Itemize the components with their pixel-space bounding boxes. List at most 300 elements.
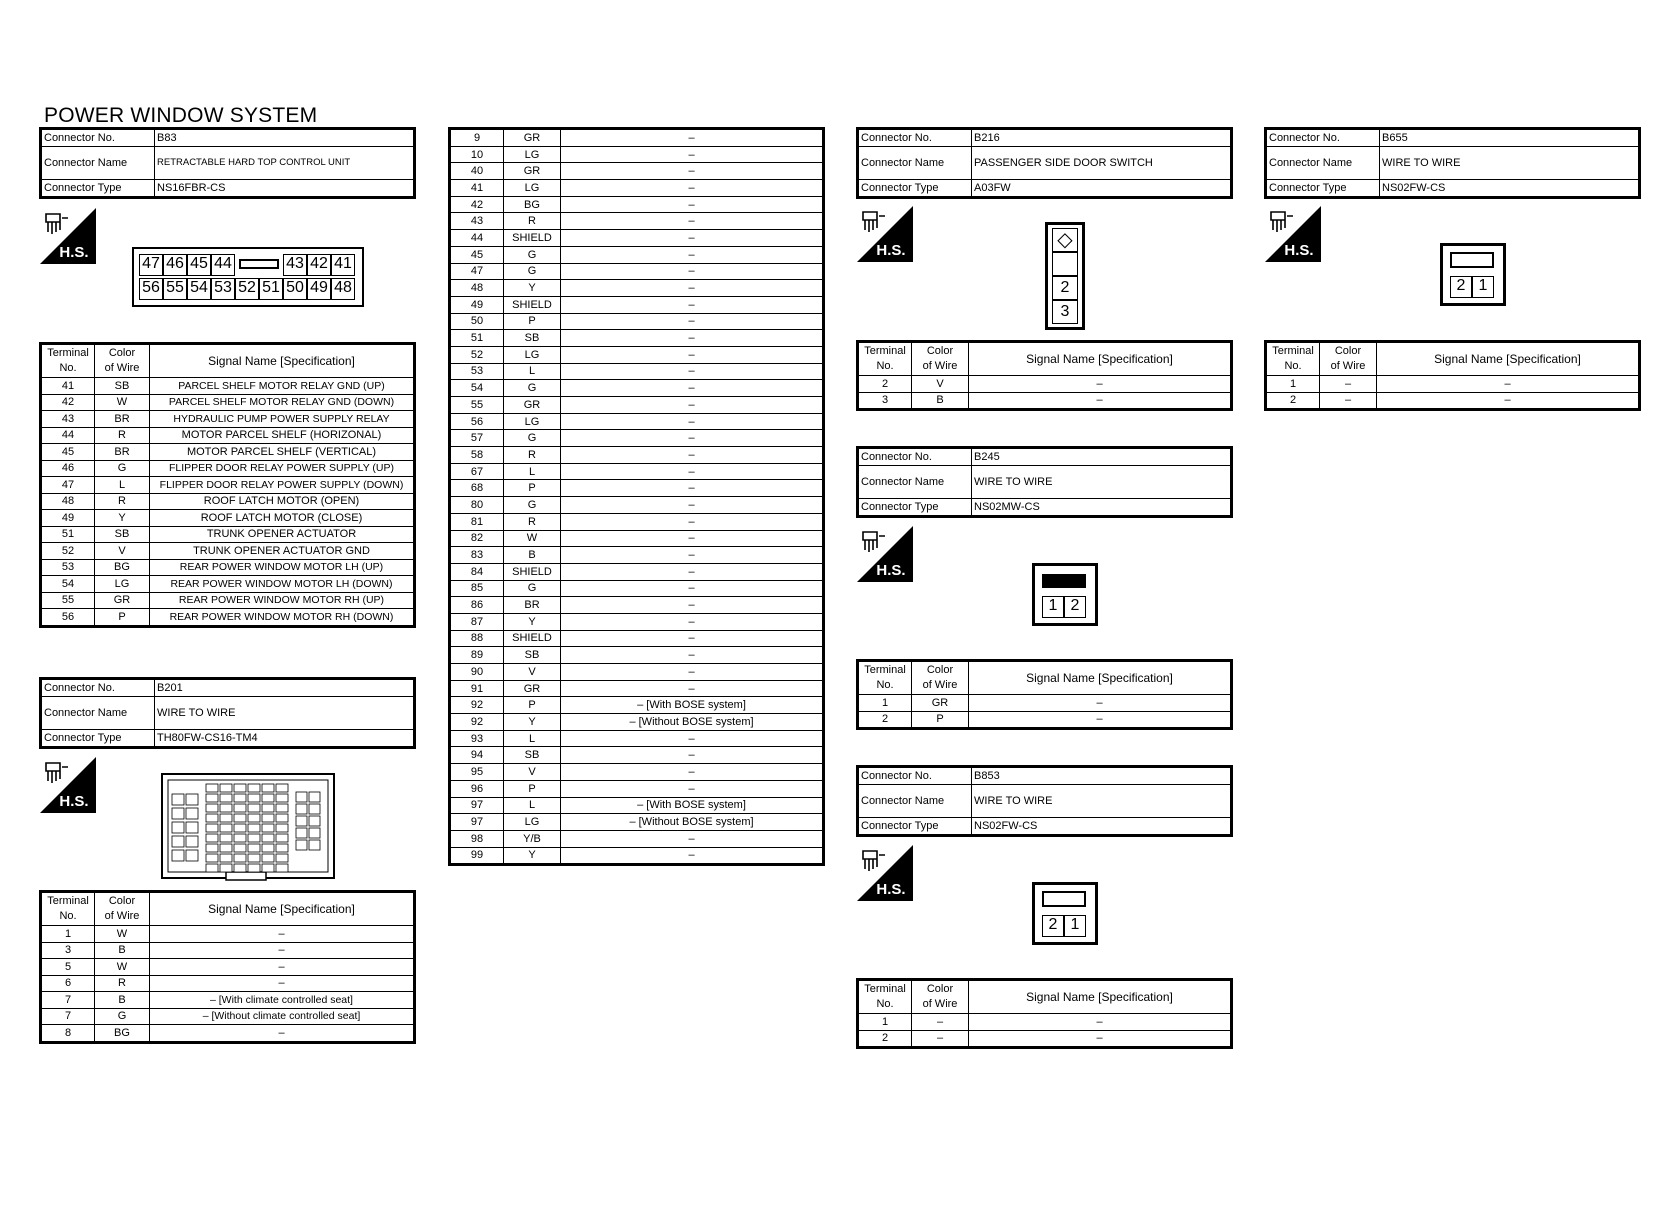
signal-name: FLIPPER DOOR RELAY POWER SUPPLY (DOWN)	[150, 477, 415, 494]
signal-name: –	[561, 830, 824, 847]
signal-name: –	[561, 563, 824, 580]
b201-cavity	[220, 844, 232, 852]
terminal-row	[858, 711, 1232, 729]
signal-name: MOTOR PARCEL SHELF (VERTICAL)	[150, 444, 415, 461]
b83-pin: 56	[139, 278, 163, 300]
b83-pin: 43	[283, 254, 307, 276]
terminal-no: 47	[450, 263, 504, 280]
wire-color: P	[504, 697, 561, 714]
terminal-no: 42	[450, 196, 504, 213]
signal-name: –	[561, 747, 824, 764]
b245-connector-type: NS02MW-CS	[972, 499, 1232, 517]
hs-badge-text: H.S.	[59, 244, 89, 261]
terminal-no: 7	[41, 1008, 95, 1025]
b201-cavity	[248, 844, 260, 852]
wire-color: BR	[95, 444, 150, 461]
terminal-row	[858, 695, 1232, 712]
signal-name-header: Signal Name [Specification]	[150, 892, 415, 926]
b201-cavity	[248, 784, 260, 792]
b245-latch	[1042, 574, 1086, 588]
harness-side-icon	[1265, 206, 1321, 262]
terminal-row	[450, 664, 824, 681]
connector-type-label: Connector Type	[858, 180, 972, 198]
terminal-no: 54	[41, 576, 95, 593]
color-of-wire-header: Color of Wire	[912, 342, 969, 376]
wire-color: L	[504, 363, 561, 380]
b201-cavity	[309, 792, 320, 802]
wire-color: GR	[504, 163, 561, 180]
b201-cavity	[296, 792, 307, 802]
terminal-row	[450, 814, 824, 831]
terminal-row	[1266, 392, 1640, 410]
wire-color: LG	[504, 814, 561, 831]
b83-pin: 49	[307, 278, 331, 300]
wire-color: W	[95, 959, 150, 976]
signal-name: –	[561, 430, 824, 447]
terminal-no: 41	[450, 180, 504, 197]
terminal-row	[41, 526, 415, 543]
b201-cavity	[206, 864, 218, 872]
b201-cavity	[220, 804, 232, 812]
b216-pin: 2	[1052, 276, 1078, 300]
b83-latch-slot	[235, 254, 283, 276]
terminal-row	[450, 764, 824, 781]
b201-cavity	[220, 784, 232, 792]
terminal-row	[41, 378, 415, 395]
terminal-row	[41, 942, 415, 959]
terminal-row	[450, 330, 824, 347]
terminal-row	[450, 480, 824, 497]
b201-cavity	[296, 804, 307, 814]
terminal-row	[450, 680, 824, 697]
b201-cavity	[296, 828, 307, 838]
b201-cavity	[234, 824, 246, 832]
signal-name: –	[561, 246, 824, 263]
b216-connector-header	[856, 127, 1233, 199]
signal-name: – [Without climate controlled seat]	[150, 1008, 415, 1025]
terminal-no: 2	[858, 711, 912, 729]
wire-color: G	[95, 460, 150, 477]
signal-name: –	[150, 959, 415, 976]
b245-pin: 1	[1042, 596, 1064, 618]
signal-name: REAR POWER WINDOW MOTOR RH (DOWN)	[150, 609, 415, 627]
connector-name-label: Connector Name	[1266, 147, 1380, 180]
signal-name: –	[969, 1014, 1232, 1031]
terminal-row	[450, 580, 824, 597]
harness-side-icon	[857, 206, 913, 262]
terminal-no: 56	[41, 609, 95, 627]
signal-name: –	[561, 296, 824, 313]
color-of-wire-header: Color of Wire	[95, 344, 150, 378]
signal-name: – [Without BOSE system]	[561, 814, 824, 831]
wire-color: SHIELD	[504, 630, 561, 647]
wire-color: P	[912, 711, 969, 729]
terminal-no: 81	[450, 513, 504, 530]
terminal-row	[450, 597, 824, 614]
signal-name: HYDRAULIC PUMP POWER SUPPLY RELAY	[150, 411, 415, 428]
b201-connector-type: TH80FW-CS16-TM4	[155, 730, 415, 748]
b201-cavity	[248, 854, 260, 862]
color-of-wire-header: Color of Wire	[95, 892, 150, 926]
terminal-no: 85	[450, 580, 504, 597]
b245-connector-no: B245	[972, 448, 1232, 466]
b201-cavity	[262, 834, 274, 842]
terminal-row	[450, 397, 824, 414]
terminal-row	[41, 926, 415, 943]
signal-name: –	[561, 313, 824, 330]
wire-color: SHIELD	[504, 563, 561, 580]
harness-side-icon	[857, 845, 913, 901]
wire-color: R	[95, 427, 150, 444]
b83-pin: 52	[235, 278, 259, 300]
wire-color: G	[95, 1008, 150, 1025]
terminal-row	[858, 1014, 1232, 1031]
terminal-row	[41, 592, 415, 609]
terminal-no: 52	[450, 346, 504, 363]
terminal-row	[450, 313, 824, 330]
connector-no-label: Connector No.	[1266, 129, 1380, 147]
b201-connector-no: B201	[155, 679, 415, 697]
signal-name-header: Signal Name [Specification]	[150, 344, 415, 378]
signal-name: –	[561, 580, 824, 597]
b201-cavity	[206, 824, 218, 832]
connector-type-label: Connector Type	[41, 730, 155, 748]
terminal-row	[450, 463, 824, 480]
terminal-row	[450, 497, 824, 514]
b201-cavity	[262, 794, 274, 802]
wire-color: Y	[504, 613, 561, 630]
connector-name-label: Connector Name	[41, 697, 155, 730]
connector-no-label: Connector No.	[41, 679, 155, 697]
signal-name: REAR POWER WINDOW MOTOR LH (DOWN)	[150, 576, 415, 593]
terminal-no-header: Terminal No.	[858, 980, 912, 1014]
svg-text:H.S.: H.S.	[59, 793, 89, 810]
b83-pin: 46	[163, 254, 187, 276]
signal-name: –	[561, 380, 824, 397]
wire-color: P	[95, 609, 150, 627]
terminal-no: 50	[450, 313, 504, 330]
b216-connector-type: A03FW	[972, 180, 1232, 198]
terminal-no: 68	[450, 480, 504, 497]
terminal-no: 52	[41, 543, 95, 560]
terminal-row	[41, 543, 415, 560]
wire-color: BR	[504, 597, 561, 614]
b201-cavity	[276, 864, 288, 872]
terminal-row	[450, 613, 824, 630]
wire-color: SB	[95, 378, 150, 395]
b853-terminal-table	[856, 978, 1233, 1049]
b201-cavity	[206, 784, 218, 792]
b201-cavity	[186, 808, 198, 819]
wire-color: R	[95, 975, 150, 992]
signal-name: REAR POWER WINDOW MOTOR RH (UP)	[150, 592, 415, 609]
terminal-no: 55	[450, 397, 504, 414]
signal-name: – [With BOSE system]	[561, 797, 824, 814]
terminal-no: 49	[450, 296, 504, 313]
signal-name: – [With BOSE system]	[561, 697, 824, 714]
terminal-row	[41, 975, 415, 992]
terminal-no: 41	[41, 378, 95, 395]
b201-cavity	[172, 808, 184, 819]
wire-color: SB	[504, 647, 561, 664]
color-of-wire-header: Color of Wire	[912, 980, 969, 1014]
b201-cavity	[276, 804, 288, 812]
b853-connector-no: B853	[972, 767, 1232, 785]
b201-cavity	[172, 822, 184, 833]
signal-name: –	[561, 647, 824, 664]
wire-color: V	[504, 764, 561, 781]
signal-name: –	[561, 630, 824, 647]
terminal-row	[450, 196, 824, 213]
terminal-row	[450, 180, 824, 197]
terminal-row	[450, 363, 824, 380]
wire-color: W	[504, 530, 561, 547]
b83-connector-header	[39, 127, 416, 199]
b83-pin: 42	[307, 254, 331, 276]
signal-name: TRUNK OPENER ACTUATOR	[150, 526, 415, 543]
b201-cavity	[276, 784, 288, 792]
b216-empty-cavity	[1052, 252, 1078, 276]
wire-color: LG	[504, 413, 561, 430]
harness-side-icon	[857, 526, 913, 582]
b201-cavity	[248, 824, 260, 832]
wire-color: SHIELD	[504, 230, 561, 247]
b655-connector-type: NS02FW-CS	[1380, 180, 1640, 198]
wire-color: Y	[504, 714, 561, 731]
b201-cavity	[234, 794, 246, 802]
b853-latch	[1042, 891, 1086, 907]
b853-pin: 1	[1064, 915, 1086, 937]
b83-pin: 41	[331, 254, 355, 276]
wire-color: R	[504, 513, 561, 530]
signal-name: –	[561, 730, 824, 747]
wire-color: G	[504, 263, 561, 280]
terminal-no: 99	[450, 847, 504, 865]
signal-name: –	[150, 975, 415, 992]
wire-color: BG	[95, 1025, 150, 1043]
terminal-no: 98	[450, 830, 504, 847]
terminal-no: 44	[450, 230, 504, 247]
connector-type-label: Connector Type	[41, 180, 155, 198]
terminal-no: 1	[858, 695, 912, 712]
b83-connector-type: NS16FBR-CS	[155, 180, 415, 198]
b201-cavity	[276, 814, 288, 822]
terminal-row	[450, 447, 824, 464]
terminal-no: 97	[450, 797, 504, 814]
signal-name: –	[561, 413, 824, 430]
terminal-row	[450, 129, 824, 147]
terminal-no: 1	[1266, 376, 1320, 393]
b201-cavity	[262, 864, 274, 872]
terminal-no: 2	[858, 376, 912, 393]
wire-color: SB	[504, 330, 561, 347]
connector-type-label: Connector Type	[1266, 180, 1380, 198]
terminal-no: 5	[41, 959, 95, 976]
wire-color: R	[504, 213, 561, 230]
terminal-no: 92	[450, 697, 504, 714]
b245-pin: 2	[1064, 596, 1086, 618]
b201-cavity	[234, 854, 246, 862]
signal-name: –	[969, 392, 1232, 410]
terminal-no: 58	[450, 447, 504, 464]
signal-name: PARCEL SHELF MOTOR RELAY GND (DOWN)	[150, 394, 415, 411]
connector-no-label: Connector No.	[858, 448, 972, 466]
wire-color: P	[504, 780, 561, 797]
b201-cavity	[234, 864, 246, 872]
terminal-row	[450, 563, 824, 580]
signal-name-header: Signal Name [Specification]	[1377, 342, 1640, 376]
b201-cavity	[309, 816, 320, 826]
terminal-no: 57	[450, 430, 504, 447]
terminal-no: 88	[450, 630, 504, 647]
b83-pin: 44	[211, 254, 235, 276]
terminal-row	[41, 493, 415, 510]
b201-cavity	[220, 814, 232, 822]
signal-name: –	[561, 513, 824, 530]
terminal-row	[41, 510, 415, 527]
terminal-no: 54	[450, 380, 504, 397]
signal-name: –	[1377, 376, 1640, 393]
wire-color: G	[504, 380, 561, 397]
b201-cavity	[206, 854, 218, 862]
b201-cavity	[220, 864, 232, 872]
b853-connector-name: WIRE TO WIRE	[972, 785, 1232, 818]
signal-name-header: Signal Name [Specification]	[969, 661, 1232, 695]
svg-text:H.S.: H.S.	[876, 881, 906, 898]
terminal-no: 46	[41, 460, 95, 477]
terminal-no: 8	[41, 1025, 95, 1043]
terminal-row	[450, 513, 824, 530]
wire-color: G	[504, 580, 561, 597]
connector-no-label: Connector No.	[858, 129, 972, 147]
signal-name: –	[561, 163, 824, 180]
color-of-wire-header: Color of Wire	[1320, 342, 1377, 376]
signal-name: –	[561, 597, 824, 614]
terminal-no: 47	[41, 477, 95, 494]
b853-connector-type: NS02FW-CS	[972, 818, 1232, 836]
wire-color: V	[912, 376, 969, 393]
terminal-row	[41, 411, 415, 428]
wire-color: L	[504, 463, 561, 480]
wire-color: V	[504, 664, 561, 681]
b201-cavity	[220, 824, 232, 832]
wire-color: LG	[504, 180, 561, 197]
terminal-no: 86	[450, 597, 504, 614]
terminal-no: 51	[41, 526, 95, 543]
terminal-no: 2	[858, 1030, 912, 1048]
b655-pin: 2	[1450, 276, 1472, 298]
b83-pin: 55	[163, 278, 187, 300]
b201-cavity	[248, 864, 260, 872]
terminal-row	[450, 830, 824, 847]
terminal-row	[450, 797, 824, 814]
signal-name: –	[969, 376, 1232, 393]
b216-key-slot: ◇	[1052, 228, 1078, 252]
terminal-row	[41, 992, 415, 1009]
connector-no-label: Connector No.	[858, 767, 972, 785]
terminal-row	[450, 163, 824, 180]
signal-name: –	[561, 363, 824, 380]
terminal-no: 82	[450, 530, 504, 547]
terminal-row	[450, 146, 824, 163]
b201-cavity	[309, 840, 320, 850]
wire-color: P	[504, 313, 561, 330]
signal-name: –	[150, 942, 415, 959]
terminal-row	[41, 1008, 415, 1025]
b853-connector-header	[856, 765, 1233, 837]
signal-name: –	[150, 1025, 415, 1043]
terminal-no: 67	[450, 463, 504, 480]
b83-pin: 50	[283, 278, 307, 300]
harness-side-icon	[40, 208, 96, 264]
b201-cavity	[276, 854, 288, 862]
wire-color: L	[95, 477, 150, 494]
terminal-no: 83	[450, 547, 504, 564]
terminal-no: 48	[450, 280, 504, 297]
terminal-no: 3	[41, 942, 95, 959]
terminal-row	[1266, 376, 1640, 393]
terminal-row	[858, 376, 1232, 393]
terminal-no: 1	[41, 926, 95, 943]
signal-name-header: Signal Name [Specification]	[969, 980, 1232, 1014]
b83-pin: 45	[187, 254, 211, 276]
b216-connector-name: PASSENGER SIDE DOOR SWITCH	[972, 147, 1232, 180]
terminal-row	[41, 1025, 415, 1043]
terminal-row	[41, 477, 415, 494]
terminal-row	[450, 246, 824, 263]
terminal-row	[450, 230, 824, 247]
b201-terminal-table	[39, 890, 416, 1044]
wire-color: LG	[504, 346, 561, 363]
b83-terminal-table	[39, 342, 416, 628]
b201-connector-name: WIRE TO WIRE	[155, 697, 415, 730]
signal-name: –	[561, 613, 824, 630]
terminal-no: 45	[450, 246, 504, 263]
b83-pin: 47	[139, 254, 163, 276]
signal-name: –	[561, 213, 824, 230]
signal-name: – [With climate controlled seat]	[150, 992, 415, 1009]
terminal-no: 2	[1266, 392, 1320, 410]
b201-cavity	[206, 804, 218, 812]
wire-color: B	[504, 547, 561, 564]
b201-cavity	[172, 794, 184, 805]
b201-cavity	[248, 834, 260, 842]
b201-cavity	[220, 854, 232, 862]
b83-pin: 51	[259, 278, 283, 300]
signal-name: –	[561, 146, 824, 163]
terminal-row	[858, 392, 1232, 410]
wire-color: BG	[95, 559, 150, 576]
terminal-row	[450, 346, 824, 363]
b201-cavity	[262, 804, 274, 812]
signal-name: –	[561, 764, 824, 781]
b201-cavity	[262, 814, 274, 822]
terminal-no: 97	[450, 814, 504, 831]
wire-color: BG	[504, 196, 561, 213]
terminal-row	[450, 714, 824, 731]
b201-cavity	[206, 814, 218, 822]
terminal-no: 9	[450, 129, 504, 147]
terminal-row	[41, 394, 415, 411]
terminal-row	[41, 959, 415, 976]
signal-name: –	[969, 1030, 1232, 1048]
b201-cavity	[262, 784, 274, 792]
b201-cavity	[172, 836, 184, 847]
signal-name: REAR POWER WINDOW MOTOR LH (UP)	[150, 559, 415, 576]
terminal-no: 56	[450, 413, 504, 430]
wire-color: B	[95, 992, 150, 1009]
signal-name: –	[150, 926, 415, 943]
